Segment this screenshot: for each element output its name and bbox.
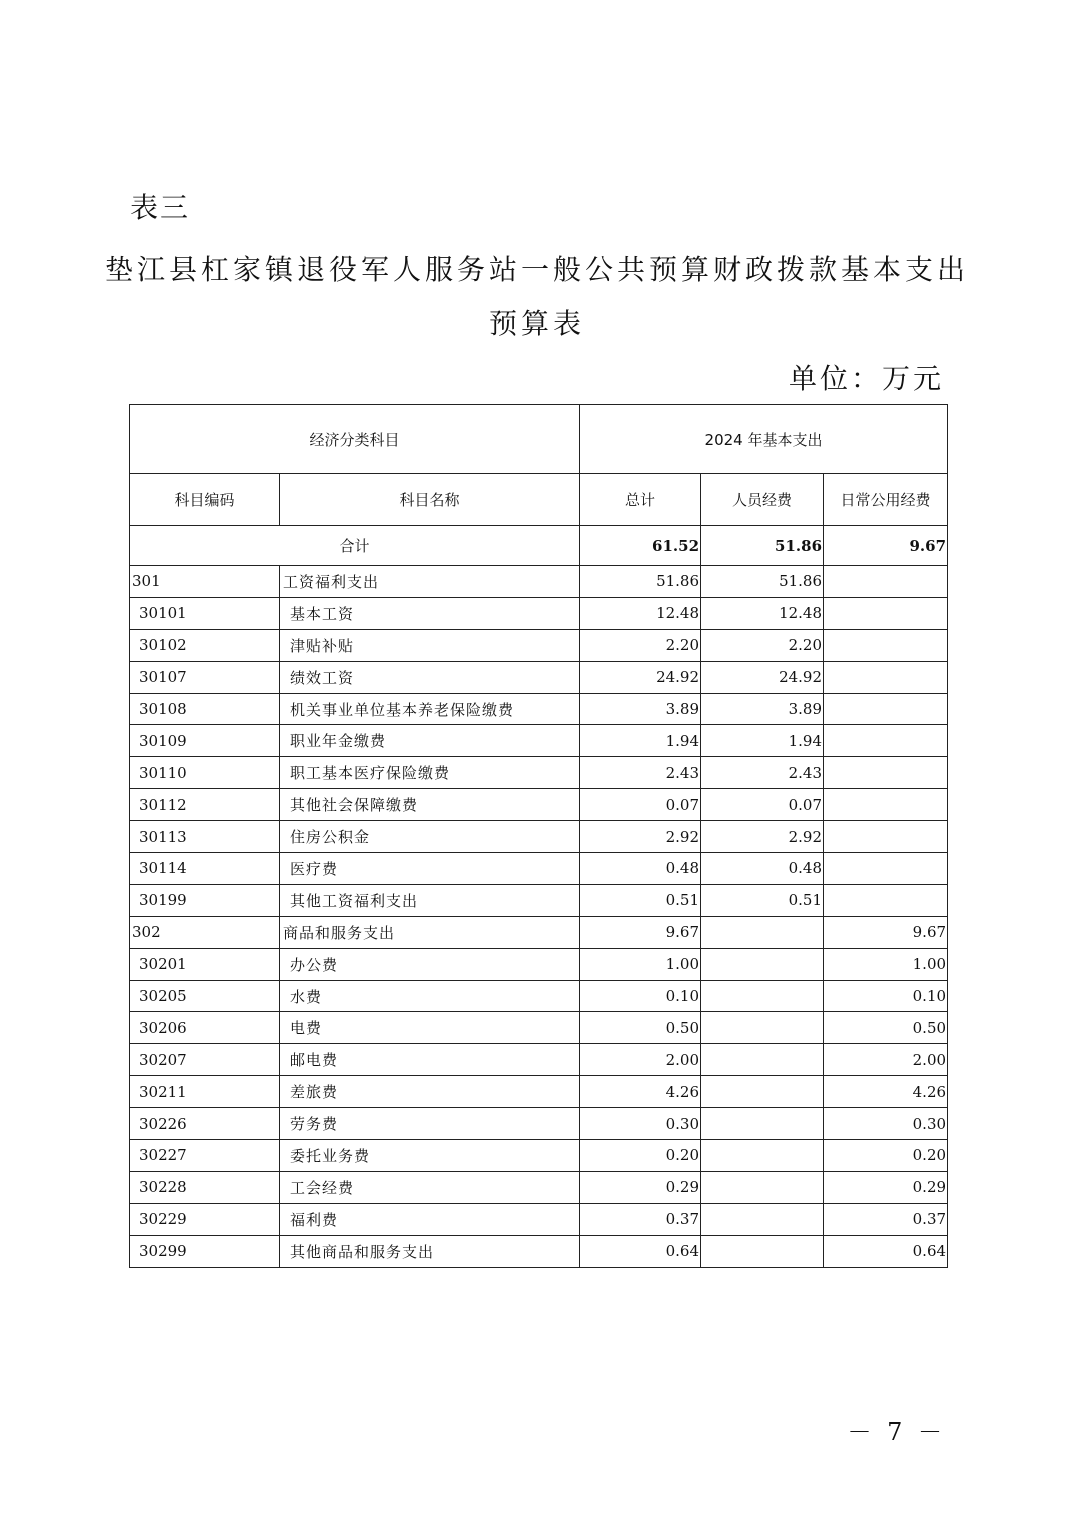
table-label: 表三 xyxy=(130,191,191,224)
row-item-code: 30205 xyxy=(130,980,280,1012)
row-total: 2.20 xyxy=(580,629,701,661)
total-row xyxy=(130,526,948,566)
row-item-name: 电费 xyxy=(280,1012,580,1044)
row-item-name: 水费 xyxy=(280,980,580,1012)
row-item-code: 30199 xyxy=(130,884,280,916)
row-total: 4.26 xyxy=(580,1076,701,1108)
row-personnel-expense: 1.94 xyxy=(701,725,824,757)
row-personnel-expense: 0.51 xyxy=(701,884,824,916)
row-personnel-expense: 51.86 xyxy=(701,566,824,598)
row-public-expense: 0.29 xyxy=(824,1171,948,1203)
row-total: 0.37 xyxy=(580,1203,701,1235)
row-item-name: 职工基本医疗保险缴费 xyxy=(280,757,580,789)
row-item-code: 30228 xyxy=(130,1171,280,1203)
row-total: 0.48 xyxy=(580,853,701,885)
row-public-expense: 0.37 xyxy=(824,1203,948,1235)
row-total: 0.10 xyxy=(580,980,701,1012)
row-total: 9.67 xyxy=(580,916,701,948)
row-personnel-expense xyxy=(701,1012,824,1044)
header-economic-category: 经济分类科目 xyxy=(130,405,580,474)
row-item-name: 住房公积金 xyxy=(280,821,580,853)
row-personnel-expense xyxy=(701,1171,824,1203)
table-row xyxy=(130,884,948,916)
row-public-expense: 0.64 xyxy=(824,1235,948,1267)
page-number: － 7 － xyxy=(847,1418,946,1446)
table-row xyxy=(130,1012,948,1044)
row-item-name: 福利费 xyxy=(280,1203,580,1235)
row-total: 2.43 xyxy=(580,757,701,789)
row-item-name: 办公费 xyxy=(280,948,580,980)
row-total: 1.94 xyxy=(580,725,701,757)
row-item-name: 其他工资福利支出 xyxy=(280,884,580,916)
row-total: 0.30 xyxy=(580,1108,701,1140)
row-public-expense: 0.10 xyxy=(824,980,948,1012)
row-public-expense xyxy=(824,693,948,725)
row-total: 12.48 xyxy=(580,597,701,629)
row-item-name: 工资福利支出 xyxy=(280,566,580,598)
document-title-continued: 预算表 xyxy=(488,307,585,340)
table-row xyxy=(130,789,948,821)
row-public-expense: 1.00 xyxy=(824,948,948,980)
total-label: 合计 xyxy=(130,526,580,566)
row-public-expense xyxy=(824,757,948,789)
row-personnel-expense xyxy=(701,980,824,1012)
row-personnel-expense: 2.92 xyxy=(701,821,824,853)
table-row xyxy=(130,757,948,789)
table-row xyxy=(130,693,948,725)
row-personnel-expense xyxy=(701,1140,824,1172)
header-personnel-expense: 人员经费 xyxy=(701,474,824,526)
row-public-expense: 0.30 xyxy=(824,1108,948,1140)
header-public-expense: 日常公用经费 xyxy=(824,474,948,526)
row-public-expense xyxy=(824,629,948,661)
row-total: 0.29 xyxy=(580,1171,701,1203)
row-total: 2.00 xyxy=(580,1044,701,1076)
row-item-name: 工会经费 xyxy=(280,1171,580,1203)
row-item-name: 其他商品和服务支出 xyxy=(280,1235,580,1267)
total-public: 9.67 xyxy=(824,526,948,566)
row-item-code: 301 xyxy=(130,566,280,598)
table-row xyxy=(130,1140,948,1172)
table-row xyxy=(130,916,948,948)
row-public-expense: 2.00 xyxy=(824,1044,948,1076)
row-personnel-expense xyxy=(701,1108,824,1140)
row-public-expense xyxy=(824,597,948,629)
row-item-code: 30102 xyxy=(130,629,280,661)
row-public-expense xyxy=(824,566,948,598)
table-row xyxy=(130,1203,948,1235)
row-item-code: 30207 xyxy=(130,1044,280,1076)
table-row xyxy=(130,725,948,757)
row-item-name: 基本工资 xyxy=(280,597,580,629)
row-personnel-expense xyxy=(701,1203,824,1235)
table-row xyxy=(130,853,948,885)
row-public-expense: 0.50 xyxy=(824,1012,948,1044)
table-row xyxy=(130,566,948,598)
row-personnel-expense: 0.07 xyxy=(701,789,824,821)
row-total: 3.89 xyxy=(580,693,701,725)
row-personnel-expense: 3.89 xyxy=(701,693,824,725)
row-item-code: 30109 xyxy=(130,725,280,757)
header-basic-expenditure-year: 2024 年基本支出 xyxy=(580,405,948,474)
row-item-code: 30107 xyxy=(130,661,280,693)
row-item-name: 劳务费 xyxy=(280,1108,580,1140)
row-personnel-expense: 2.20 xyxy=(701,629,824,661)
row-total: 0.50 xyxy=(580,1012,701,1044)
table-row xyxy=(130,1171,948,1203)
row-total: 0.64 xyxy=(580,1235,701,1267)
row-item-code: 30112 xyxy=(130,789,280,821)
table-row xyxy=(130,1235,948,1267)
row-personnel-expense: 12.48 xyxy=(701,597,824,629)
row-item-code: 30108 xyxy=(130,693,280,725)
unit-label: 单位：万元 xyxy=(788,362,944,395)
row-item-name: 津贴补贴 xyxy=(280,629,580,661)
row-public-expense xyxy=(824,853,948,885)
header-total: 总计 xyxy=(580,474,701,526)
row-item-code: 30114 xyxy=(130,853,280,885)
row-personnel-expense xyxy=(701,948,824,980)
row-personnel-expense xyxy=(701,1044,824,1076)
table-row xyxy=(130,948,948,980)
row-total: 2.92 xyxy=(580,821,701,853)
row-personnel-expense: 2.43 xyxy=(701,757,824,789)
row-total: 51.86 xyxy=(580,566,701,598)
row-public-expense: 9.67 xyxy=(824,916,948,948)
table-row xyxy=(130,597,948,629)
row-total: 1.00 xyxy=(580,948,701,980)
row-personnel-expense xyxy=(701,1235,824,1267)
row-total: 0.07 xyxy=(580,789,701,821)
row-public-expense xyxy=(824,661,948,693)
header-item-code: 科目编码 xyxy=(130,474,280,526)
row-item-code: 30299 xyxy=(130,1235,280,1267)
table-row xyxy=(130,629,948,661)
table-row xyxy=(130,821,948,853)
row-total: 0.51 xyxy=(580,884,701,916)
total-personnel: 51.86 xyxy=(701,526,824,566)
row-item-code: 30201 xyxy=(130,948,280,980)
table-row xyxy=(130,1108,948,1140)
row-total: 0.20 xyxy=(580,1140,701,1172)
table-row xyxy=(130,1044,948,1076)
row-public-expense xyxy=(824,884,948,916)
row-item-code: 302 xyxy=(130,916,280,948)
row-personnel-expense: 0.48 xyxy=(701,853,824,885)
row-public-expense xyxy=(824,725,948,757)
document-title: 垫江县杠家镇退役军人服务站一般公共预算财政拨款基本支出 xyxy=(104,253,969,286)
row-item-name: 其他社会保障缴费 xyxy=(280,789,580,821)
row-item-code: 30229 xyxy=(130,1203,280,1235)
row-item-code: 30206 xyxy=(130,1012,280,1044)
table-row xyxy=(130,1076,948,1108)
row-public-expense: 0.20 xyxy=(824,1140,948,1172)
row-item-code: 30110 xyxy=(130,757,280,789)
row-item-code: 30101 xyxy=(130,597,280,629)
row-item-name: 机关事业单位基本养老保险缴费 xyxy=(280,693,580,725)
row-total: 24.92 xyxy=(580,661,701,693)
row-public-expense xyxy=(824,821,948,853)
row-item-name: 邮电费 xyxy=(280,1044,580,1076)
row-item-name: 委托业务费 xyxy=(280,1140,580,1172)
row-item-code: 30226 xyxy=(130,1108,280,1140)
row-public-expense xyxy=(824,789,948,821)
row-personnel-expense xyxy=(701,1076,824,1108)
row-item-name: 职业年金缴费 xyxy=(280,725,580,757)
row-item-name: 差旅费 xyxy=(280,1076,580,1108)
table-row xyxy=(130,980,948,1012)
row-item-name: 绩效工资 xyxy=(280,661,580,693)
table-header-row xyxy=(130,405,948,474)
row-item-code: 30113 xyxy=(130,821,280,853)
row-public-expense: 4.26 xyxy=(824,1076,948,1108)
row-personnel-expense: 24.92 xyxy=(701,661,824,693)
table-subheader-row xyxy=(130,474,948,526)
row-item-name: 医疗费 xyxy=(280,853,580,885)
budget-table xyxy=(129,404,948,1268)
total-sum: 61.52 xyxy=(580,526,701,566)
header-item-name: 科目名称 xyxy=(280,474,580,526)
row-item-code: 30227 xyxy=(130,1140,280,1172)
row-item-name: 商品和服务支出 xyxy=(280,916,580,948)
row-item-code: 30211 xyxy=(130,1076,280,1108)
table-row xyxy=(130,661,948,693)
row-personnel-expense xyxy=(701,916,824,948)
